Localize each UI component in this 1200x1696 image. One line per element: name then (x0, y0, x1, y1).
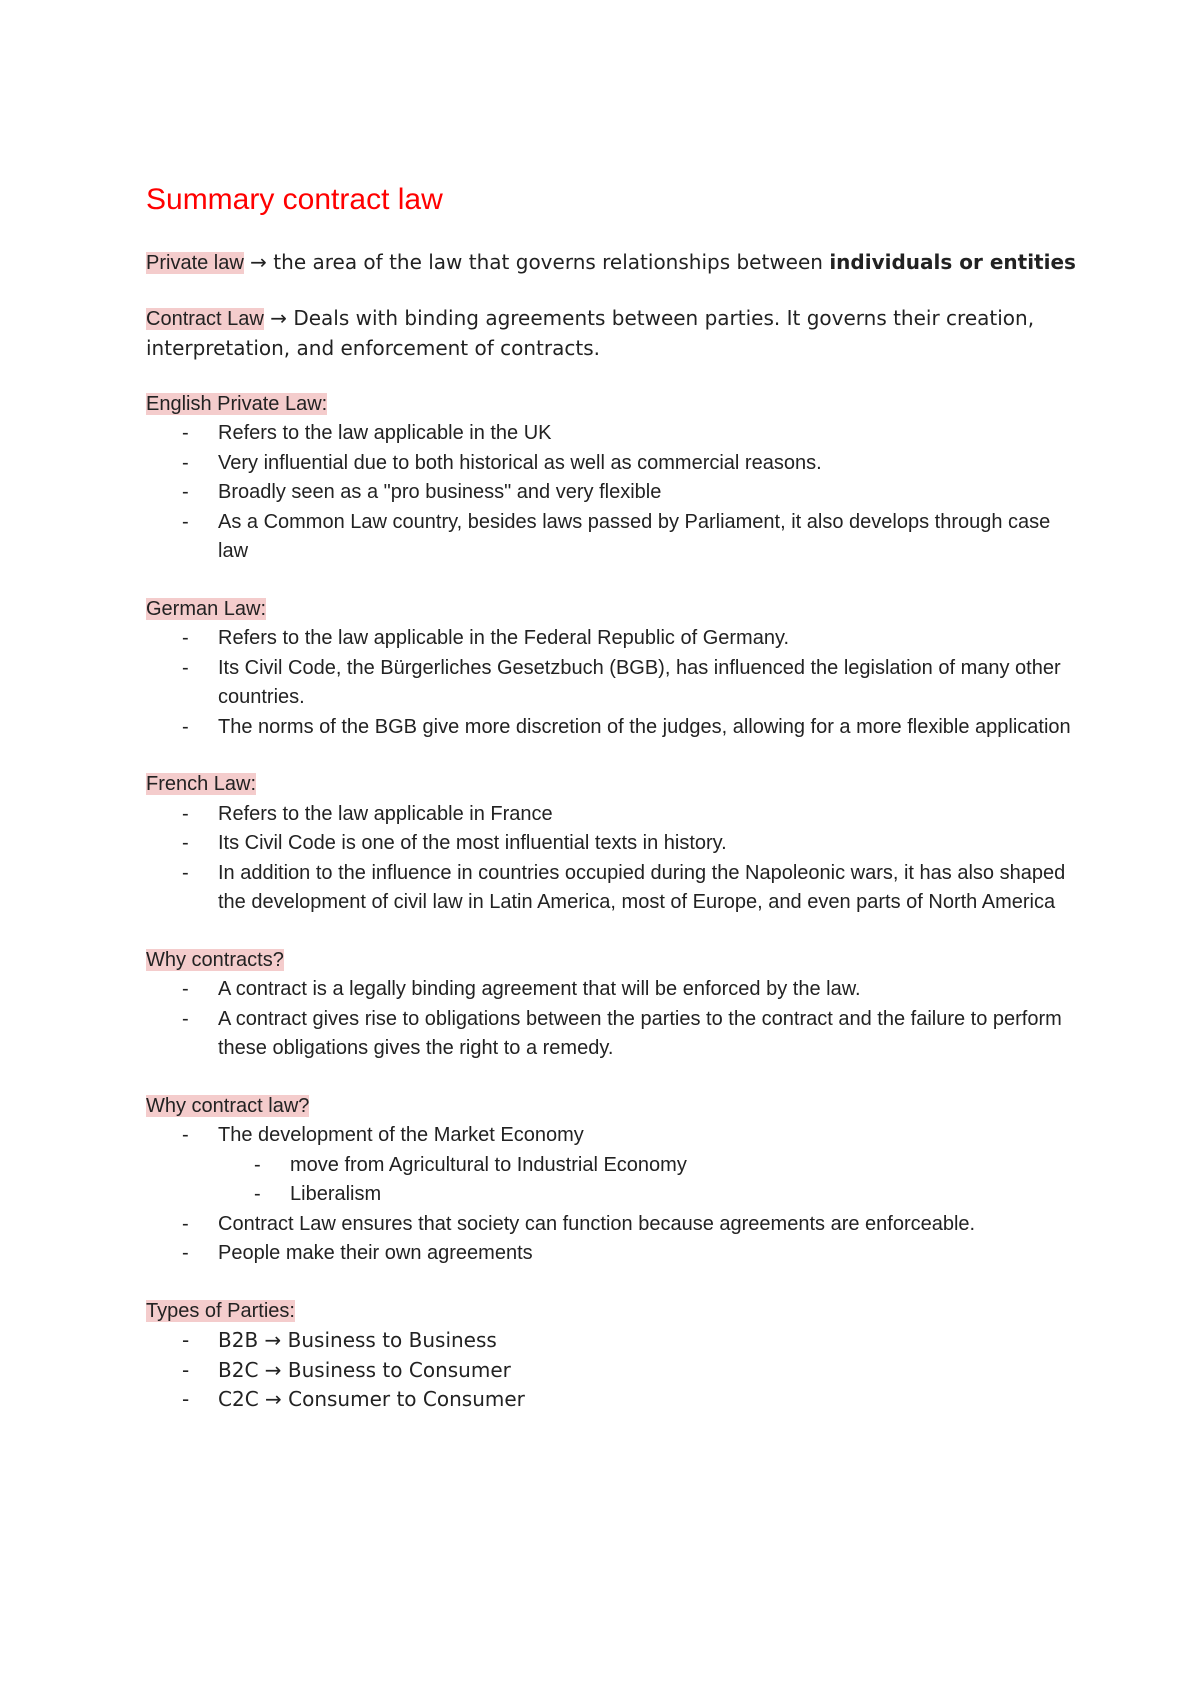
section-heading-german: German Law: (146, 597, 267, 620)
contract-law-term: Contract Law (146, 307, 264, 330)
private-law-definition: Private law → the area of the law that governs relationships between individuals or entities (146, 250, 1076, 274)
list-item: - The norms of the BGB give more discretion of the judges, allowing for a more flexible application (182, 715, 1071, 738)
list-item: - B2B → Business to Business (182, 1328, 497, 1352)
english-law-list (146, 419, 1076, 567)
list-item: - A contract is a legally binding agreement that will be enforced by the law. (182, 978, 861, 1000)
document-page (146, 178, 1076, 1415)
list-item: - Very influential due to both historical as well as commercial reasons. (182, 451, 822, 474)
list-item: - Refers to the law applicable in the UK (182, 422, 552, 444)
list-item: - C2C → Consumer to Consumer (182, 1387, 525, 1411)
private-law-term: Private law (146, 252, 244, 274)
section-heading-why-contracts: Why contracts? (146, 948, 284, 971)
list-item: - The development of the Market Economy - move from Agricultural to Industrial Economy - Liberalism (146, 1121, 1076, 1210)
parties-list (146, 1326, 1076, 1415)
list-item: - People make their own agreements (182, 1242, 533, 1264)
section-heading-french: French Law: (146, 773, 257, 795)
contract-law-definition: Contract Law → Deals with binding agreements between parties. It governs their creation, interpretation, and enforcement of contracts. (146, 305, 1035, 360)
list-item: - Broadly seen as a "pro business" and very flexible (182, 481, 662, 503)
section-heading-english: English Private Law: (146, 392, 328, 415)
list-item: - Liberalism (254, 1183, 382, 1205)
list-item: - In addition to the influence in countries occupied during the Napoleonic wars, it has also shaped the development of civil law in Latin America, most of Europe, and even parts of North America (182, 861, 1066, 913)
list-item: - A contract gives rise to obligations between the parties to the contract and the failure to perform these obligations gives the right to a remedy. (182, 1007, 1062, 1059)
list-item: - Refers to the law applicable in the Federal Republic of Germany. (182, 627, 790, 649)
section-heading-why-contract-law: Why contract law? (146, 1094, 310, 1117)
list-item: - As a Common Law country, besides laws passed by Parliament, it also develops through case law (182, 510, 1051, 562)
why-contracts-list (146, 975, 1076, 1064)
french-law-list (146, 800, 1076, 918)
german-law-list (146, 624, 1076, 742)
section-heading-parties: Types of Parties: (146, 1299, 295, 1322)
list-item: - B2C → Business to Consumer (182, 1357, 511, 1382)
list-item: - move from Agricultural to Industrial Economy (254, 1153, 687, 1176)
list-item: - Its Civil Code is one of the most influential texts in history. (182, 832, 727, 854)
list-item: - Its Civil Code, the Bürgerliches Gesetzbuch (BGB), has influenced the legislation of many other countries. (182, 656, 1061, 708)
why-contract-law-list (146, 1121, 1076, 1269)
list-item: - Contract Law ensures that society can function because agreements are enforceable. (182, 1212, 976, 1235)
list-item: - Refers to the law applicable in France (182, 802, 553, 825)
document-title: Summary contract law (146, 183, 443, 216)
nested-list (218, 1151, 1076, 1210)
